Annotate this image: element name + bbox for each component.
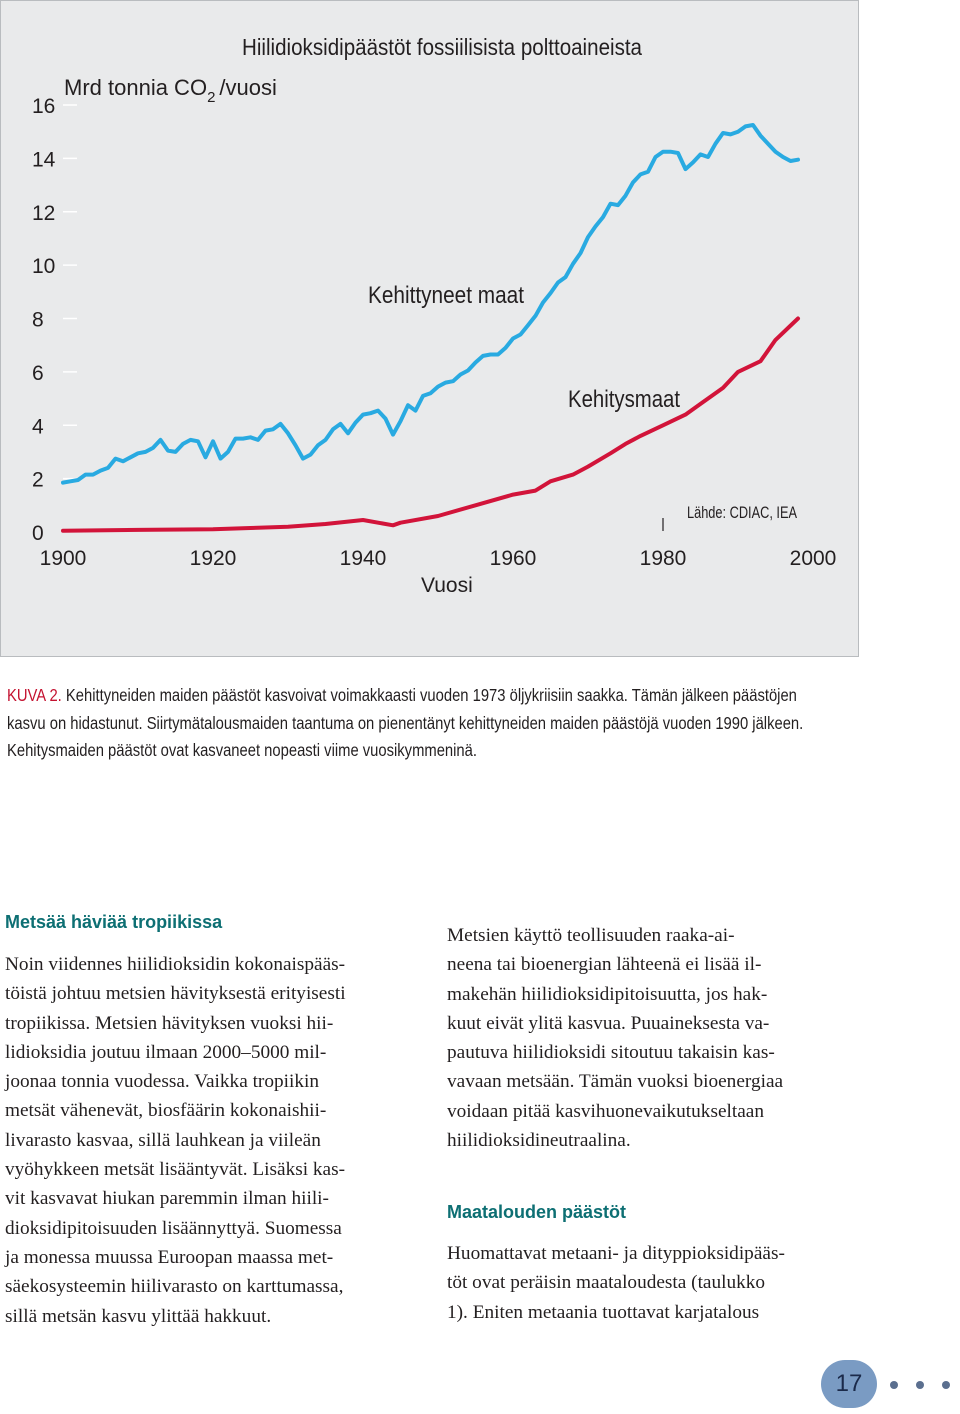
paragraph-line: metsät vähenevät, biosfäärin kokonaishii-	[5, 1100, 327, 1122]
figure-caption	[7, 682, 858, 765]
paragraph-line: tropiikissa. Metsien hävityksen vuoksi hii-	[5, 1012, 334, 1034]
paragraph-line: Huomattavat metaani- ja dityppioksidipääs-	[447, 1243, 785, 1264]
paragraph-line: Metsien käyttö teollisuuden raaka-ai-	[447, 925, 735, 946]
x-tick-label: 2000	[789, 547, 837, 570]
paragraph-line: neena tai bioenergian lähteenä ei lisää il-	[447, 954, 762, 976]
x-axis-label: Vuosi	[421, 574, 473, 597]
paragraph-line: sillä metsän kasvu ylittää hakkuut.	[5, 1305, 272, 1327]
x-tick-label: 1920	[189, 547, 237, 570]
y-tick-label: 2	[32, 468, 44, 492]
decorative-dot	[890, 1381, 898, 1389]
x-tick-label: 1960	[489, 547, 537, 570]
paragraph-line: töt ovat peräisin maataloudesta (taulukko	[447, 1272, 766, 1294]
y-tick-label: 12	[32, 201, 56, 225]
y-axis-label: Mrd tonnia $CO_2$ /vuosi	[64, 75, 277, 106]
series-lines	[63, 125, 798, 531]
y-tick-label: 8	[32, 308, 44, 332]
paragraph-line: Noin viidennes hiilidioksidin kokonaispääs-	[5, 954, 346, 975]
y-tick-label: 10	[32, 255, 56, 279]
paragraph-line: 1). Eniten metaania tuottavat karjatalous	[447, 1301, 760, 1323]
grid-lines	[63, 105, 77, 479]
x-tick-label: 1900	[39, 547, 87, 570]
paragraph-line: pautuva hiilidioksidi sitoutuu takaisin kas-	[447, 1042, 775, 1064]
decorative-dot	[916, 1381, 924, 1389]
paragraph-line: vit kasvavat hiukan paremmin ilman hiili-	[5, 1188, 329, 1210]
paragraph-line: dioksidipitoisuuden lisäännyttyä. Suomessa	[5, 1217, 342, 1239]
right-column-text-2	[447, 1239, 861, 1327]
paragraph-line: lidioksidia joutuu ilmaan 2000–5000 mil-	[5, 1041, 327, 1063]
y-tick-label: 6	[32, 361, 44, 385]
caption-line-1: KUVA 2. Kehittyneiden maiden päästöt kasvoivat voimakkaasti vuoden 1973 öljykriisiin saakka. Tämän jälkeen päästöjen	[7, 685, 797, 705]
developing-countries-line	[63, 319, 798, 531]
chart-title: Hiilidioksidipäästöt fossiilisista polttoaineista	[242, 34, 643, 60]
page-number: 17	[821, 1360, 877, 1408]
paragraph-line: livarasto kasvaa, sillä lauhkean ja viileän	[5, 1129, 321, 1151]
paragraph-line: hiilidioksidineutraalina.	[447, 1130, 631, 1152]
x-axis-ticks	[40, 547, 837, 570]
y-tick-label: 4	[32, 415, 44, 439]
paragraph-line: vavaan metsään. Tämän vuoksi bioenergiaa	[447, 1071, 784, 1093]
paragraph-line: töistä johtuu metsien hävityksestä erityisesti	[5, 983, 346, 1005]
y-axis-ticks	[32, 95, 56, 545]
x-tick-label: 1940	[339, 547, 387, 570]
paragraph-line: säekosysteemin hiilivarasto on karttumassa,	[5, 1276, 344, 1298]
caption-line-3: Kehitysmaiden päästöt ovat kasvaneet nopeasti viime vuosikymmeninä.	[7, 740, 477, 760]
y-tick-label: 14	[32, 148, 56, 172]
chart-panel	[0, 0, 859, 657]
section-heading-forests: Metsää häviää tropiikissa	[5, 912, 223, 932]
paragraph-line: kuut eivät ylitä kasvua. Puuaineksesta va-	[447, 1012, 770, 1034]
caption-line-2: kasvu on hidastunut. Siirtymätalousmaiden taantuma on pienentänyt kehittyneiden maiden päästöjä vuoden 1990 jälkeen.	[7, 712, 804, 733]
series-label-developed: Kehittyneet maat	[368, 282, 525, 309]
decorative-dot	[942, 1381, 950, 1389]
x-tick-label: 1980	[639, 547, 687, 570]
paragraph-line: voidaan pitää kasvihuonevaikutukseltaan	[447, 1100, 764, 1122]
co2-emissions-chart	[1, 1, 860, 658]
left-column-text	[5, 950, 425, 1331]
paragraph-line: ja monessa muussa Euroopan maassa met-	[5, 1246, 334, 1268]
paragraph-line: joonaa tonnia vuodessa. Vaikka tropiikin	[5, 1071, 319, 1093]
source-label: Lähde: CDIAC, IEA	[687, 503, 798, 522]
y-tick-label: 16	[32, 95, 56, 118]
y-tick-label: 0	[32, 522, 44, 545]
section-heading-agriculture: Maatalouden päästöt	[447, 1202, 627, 1222]
paragraph-line: vyöhykkeen metsät lisääntyvät. Lisäksi kas-	[5, 1159, 346, 1181]
right-column-text	[447, 921, 861, 1155]
series-label-developing: Kehitysmaat	[568, 386, 681, 413]
paragraph-line: makehän hiilidioksidipitoisuutta, jos hak-	[447, 983, 768, 1005]
caption-label: KUVA 2.	[7, 685, 62, 705]
